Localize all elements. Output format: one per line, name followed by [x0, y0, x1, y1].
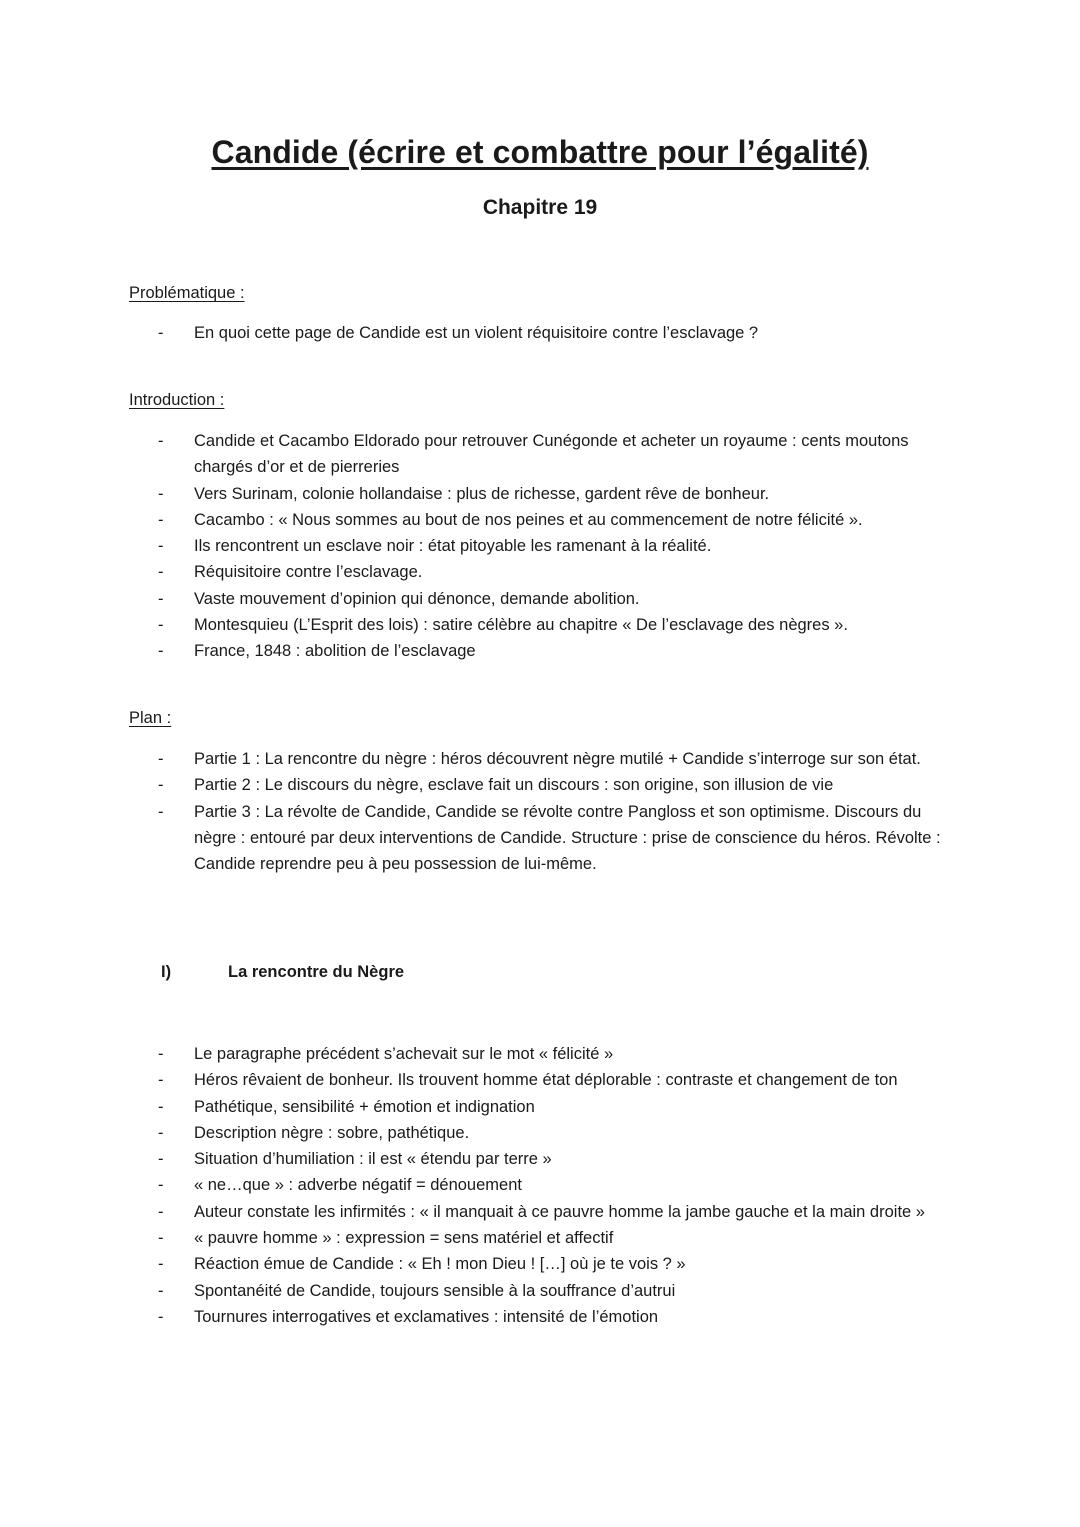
- bullet-dash: -: [158, 616, 164, 635]
- list-item-text: Description nègre : sobre, pathétique.: [194, 1123, 470, 1142]
- list-item: [0, 320, 1080, 346]
- list-item: [0, 799, 1080, 878]
- bullet-dash: -: [158, 642, 164, 661]
- section-1-title: La rencontre du Nègre: [228, 963, 405, 981]
- bullet-dash: -: [158, 802, 164, 821]
- bullet-dash: -: [158, 510, 164, 529]
- list-item-text: Vers Surinam, colonie hollandaise : plus de richesse, gardent rêve de bonheur.: [194, 484, 770, 503]
- bullet-dash: -: [158, 1045, 164, 1063]
- list-item-text: Vaste mouvement d’opinion qui dénonce, demande abolition.: [194, 589, 640, 608]
- list-item-text: Héros rêvaient de bonheur. Ils trouvent homme état déplorable : contraste et changement de ton: [194, 1071, 898, 1090]
- document-title: Candide (écrire et combattre pour l’égalité): [211, 134, 869, 170]
- list-item: [0, 1199, 1080, 1225]
- chapter-subtitle: Chapitre 19: [482, 196, 598, 219]
- bullet-dash: -: [158, 1229, 164, 1248]
- list-item: [0, 1278, 1080, 1304]
- list-item: [0, 1172, 1080, 1198]
- introduction-list: [0, 428, 1080, 665]
- bullet-dash: -: [158, 324, 164, 342]
- bullet-dash: -: [158, 1255, 164, 1274]
- bullet-dash: -: [158, 537, 164, 556]
- list-item-text: Partie 1 : La rencontre du nègre : héros découvrent nègre mutilé + Candide s’interroge sur son état.: [194, 750, 921, 768]
- list-item-text: France, 1848 : abolition de l’esclavage: [194, 642, 476, 661]
- bullet-dash: -: [158, 1097, 164, 1116]
- list-item-text: En quoi cette page de Candide est un violent réquisitoire contre l’esclavage ?: [194, 324, 759, 342]
- list-item-text: Réaction émue de Candide : « Eh ! mon Dieu ! […] où je te vois ? »: [194, 1255, 686, 1274]
- list-item-text: Candide et Cacambo Eldorado pour retrouver Cunégonde et acheter un royaume : cents moutons chargés d’or et de pierreries: [194, 432, 909, 477]
- list-item-text: « ne…que » : adverbe négatif = dénouement: [194, 1176, 522, 1195]
- bullet-dash: -: [158, 589, 164, 608]
- list-item: [0, 1225, 1080, 1251]
- list-item: [0, 533, 1080, 559]
- bullet-dash: -: [158, 1307, 164, 1326]
- list-item: [0, 1041, 1080, 1067]
- problematique-heading: Problématique :: [129, 284, 245, 302]
- bullet-dash: -: [158, 1150, 164, 1169]
- list-item: [0, 772, 1080, 798]
- list-item-text: Partie 3 : La révolte de Candide, Candide se révolte contre Pangloss et son optimisme. Discours du nègre : entouré par deux interventions de Candide. Structure : prise de conscience du héros. Révolte : Candide reprendre peu à peu possession de lui-même.: [194, 802, 941, 874]
- bullet-dash: -: [158, 1202, 164, 1221]
- list-item: [0, 638, 1080, 664]
- bullet-dash: -: [158, 1176, 164, 1195]
- list-item-text: Auteur constate les infirmités : « il manquait à ce pauvre homme la jambe gauche et la main droite »: [194, 1202, 925, 1221]
- list-item: [0, 612, 1080, 638]
- list-item: [0, 559, 1080, 585]
- bullet-dash: -: [158, 750, 164, 768]
- bullet-dash: -: [158, 1281, 164, 1300]
- bullet-dash: -: [158, 484, 164, 503]
- plan-list: [0, 746, 1080, 877]
- list-item-text: Tournures interrogatives et exclamatives : intensité de l’émotion: [194, 1307, 659, 1326]
- list-item-text: Spontanéité de Candide, toujours sensible à la souffrance d’autrui: [194, 1281, 676, 1300]
- list-item-text: Réquisitoire contre l’esclavage.: [194, 563, 423, 582]
- list-item: [0, 586, 1080, 612]
- section-1-list: [0, 1041, 1080, 1330]
- list-item: [0, 507, 1080, 533]
- list-item-text: Partie 2 : Le discours du nègre, esclave fait un discours : son origine, son illusion de vie: [194, 776, 834, 795]
- list-item-text: Pathétique, sensibilité + émotion et indignation: [194, 1097, 535, 1116]
- section-1-number: I): [161, 963, 172, 981]
- list-item: [0, 746, 1080, 772]
- list-item: [0, 481, 1080, 507]
- bullet-dash: -: [158, 563, 164, 582]
- bullet-dash: -: [158, 432, 164, 450]
- list-item-text: Situation d’humiliation : il est « étendu par terre »: [194, 1150, 552, 1169]
- introduction-heading: Introduction :: [129, 391, 225, 409]
- list-item: [0, 1067, 1080, 1093]
- list-item: [0, 1304, 1080, 1330]
- plan-heading: Plan :: [129, 709, 172, 727]
- list-item-text: Ils rencontrent un esclave noir : état pitoyable les ramenant à la réalité.: [194, 537, 712, 556]
- list-item: [0, 1251, 1080, 1277]
- list-item-text: Cacambo : « Nous sommes au bout de nos peines et au commencement de notre félicité ».: [194, 510, 863, 529]
- list-item: [0, 1120, 1080, 1146]
- problematique-list: [0, 320, 1080, 346]
- bullet-dash: -: [158, 1071, 164, 1090]
- bullet-dash: -: [158, 776, 164, 795]
- bullet-dash: -: [158, 1123, 164, 1142]
- list-item-text: Le paragraphe précédent s’achevait sur le mot « félicité »: [194, 1045, 614, 1063]
- list-item: [0, 1094, 1080, 1120]
- list-item: [0, 1146, 1080, 1172]
- list-item: [0, 428, 1080, 481]
- list-item-text: Montesquieu (L’Esprit des lois) : satire célèbre au chapitre « De l’esclavage des nègres ».: [194, 616, 848, 635]
- list-item-text: « pauvre homme » : expression = sens matériel et affectif: [194, 1229, 614, 1248]
